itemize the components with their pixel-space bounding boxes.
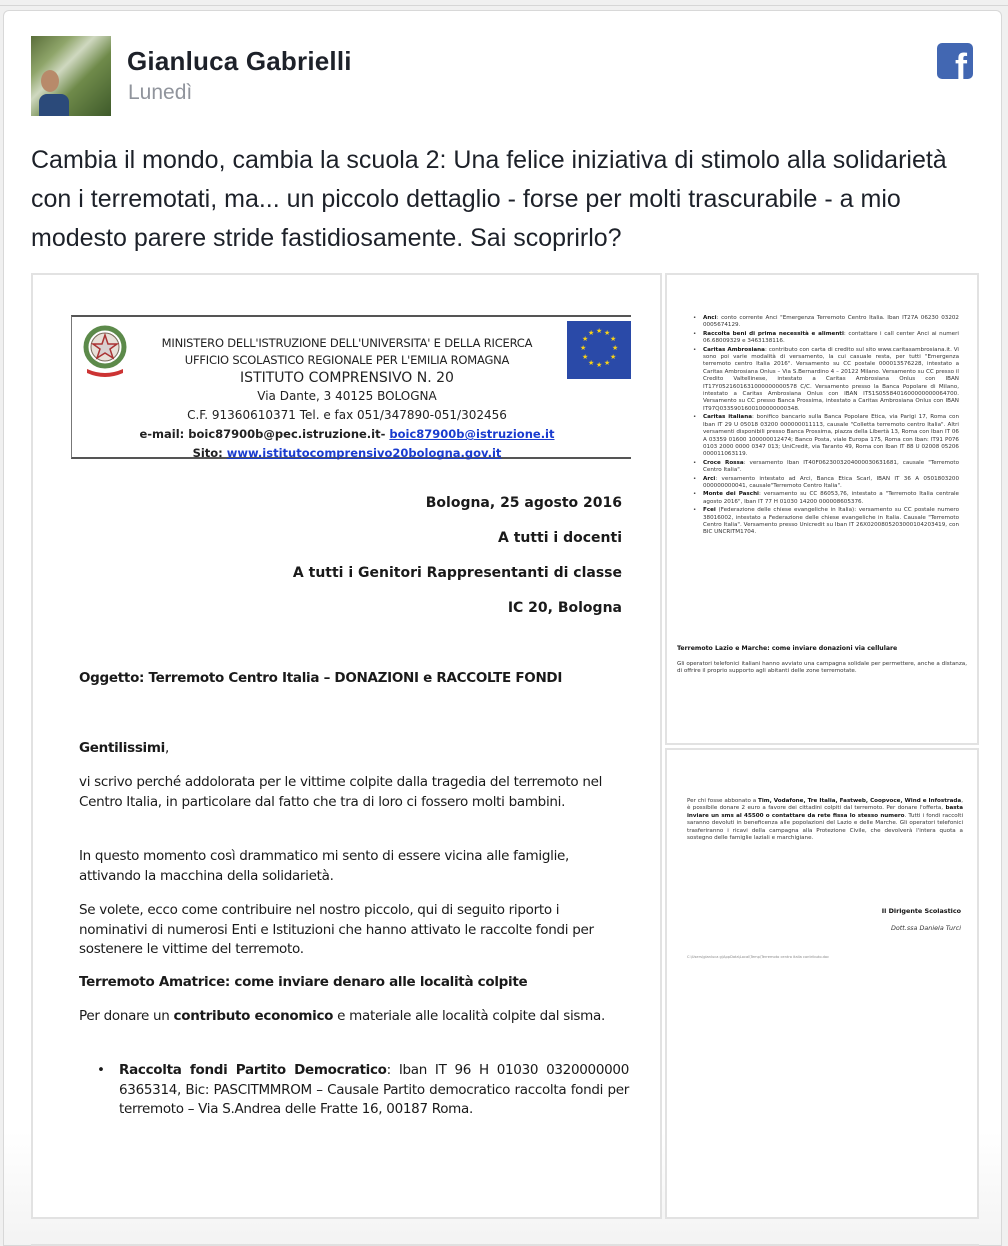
donation-item: • Raccolta beni di prima necessità e alimenti: contattare i call center Anci ai numeri 06.68009329 e 3463138116. [693, 330, 959, 345]
letter-recipient-school: IC 20, Bologna [507, 600, 622, 616]
letterhead [71, 315, 631, 459]
post-card [3, 10, 1002, 1246]
signature-title: Il Dirigente Scolastico [881, 907, 961, 915]
letterhead-email [127, 425, 567, 444]
sms-donation-paragraph: Per chi fosse abbonato a Tim, Vodafone, Tre Italia, Fastweb, Coopvoce, Wind e Infostrada, è possibile donare 2 euro a favore dei cittadini colpiti dal terremoto. Per donare l'offerta, basta inviare un sms al 45500 o contattare da rete fissa lo stesso numero. Tutti i fondi raccolti saranno devoluti in beneficenza alle popolazioni del Lazio e delle Marche. Gli operatori telefonici trasferiranno i ricavi della campagna alla Protezione Civile, che devolverà l'intera quota a sostegno delle famiglie laziali e marchigiane. [687, 798, 963, 842]
facebook-icon[interactable] [937, 43, 973, 79]
para4-a: Per donare un [79, 1008, 174, 1024]
author-name[interactable]: Gianluca Gabrielli [127, 46, 352, 76]
greeting-bold: Gentilissimi [79, 740, 165, 756]
letter-recipient-parents: A tutti i Genitori Rappresentanti di classe [292, 565, 622, 581]
letter-greeting [79, 739, 629, 759]
letter-date: Bologna, 25 agosto 2016 [425, 495, 622, 511]
email-label: e-mail: boic87900b@pec.istruzione.it- [139, 427, 390, 441]
post-text: Cambia il mondo, cambia la scuola 2: Una felice iniziativa di stimolo alla solidarietà con i terremotati, ma... un piccolo dettaglio - forse per molti trascurabile - a mio modesto parere stride fastidiosamente. Sai scoprirlo? [31, 146, 947, 252]
photo-letter-page-1[interactable] [31, 273, 662, 1219]
facebook-glyph: f [955, 46, 967, 79]
bullet-text [119, 1061, 629, 1120]
donation-item: • Croce Rossa: versamento Iban IT40F0623003204000030631681, causale "Terremoto Centro Italia". [693, 459, 959, 474]
letterhead-phone: C.F. 91360610371 Tel. e fax 051/347890-051/302456 [187, 408, 507, 422]
greeting-comma: , [164, 740, 169, 756]
letter-paragraph-3: Se volete, ecco come contribuire nel nostro piccolo, qui di seguito riporto i nominativi di numerosi Enti e Istituzioni che hanno attivato le raccolte fondi per sostenere le vittime del terremoto. [79, 902, 594, 957]
letter-paragraph-1: vi scrivo perché addolorata per le vittime colpite dalla tragedia del terremoto nel Centro Italia, in particolare dal fatto che tra di loro ci fossero molti bambini. [79, 774, 603, 810]
donation-item: • Anci: conto corrente Anci "Emergenza Terremoto Centro Italia. Iban IT27A 06230 03202 0005674129. [693, 315, 959, 329]
letter-recipient-teachers: A tutti i docenti [498, 530, 622, 546]
para4-b: e materiale alle località colpite dal sisma. [333, 1008, 605, 1024]
letterhead-text [127, 335, 567, 463]
italian-emblem-icon [82, 323, 128, 379]
mobile-donations-paragraph: Gli operatori telefonici italiani hanno avviato una campagna solidale per permettere, anche a distanza, di offrire il proprio supporto agli abitanti delle zone terremotate. [677, 661, 967, 675]
donation-item: • Caritas Ambrosiana: contributo con carta di credito sul sito www.caritasambrosiana.it. Vi sono poi varie modalità di versamento, la cui casuale resta, per tutti "Emergenza terremoto centro Italia 2016". Versamento su CC postale 000013576228, intestato a Caritas Ambrosiana Onlus – Via S.Bernardino 4 – 20122 Milano. Versamento su CC presso il Credito Valtellinese, intestato a Caritas Ambrosiana Onlus con IBAN IT17Y0521601631000000000578 C/C. Versamento presso la Banca Popolare di Milano, intestato a Caritas Ambrosiana Onlus con IBAN IT51S0558401600000000064700. Versamento su CC presso Banca Prossima, intestato a Caritas Ambrosiana Onlus con IBAN IT97Q0335901600100000000348. [693, 346, 959, 412]
avatar-shirt [39, 94, 69, 116]
bullet-body: : Iban IT 96 H 01030 0320000000 6365314, Bic: PASCITMMROM – Causale Partito democratico raccolta fondi per terremoto – Via S.Andrea delle Fratte 16, 00187 Roma. [119, 1062, 629, 1117]
top-divider [0, 0, 1008, 6]
bullet-dot: • [97, 1062, 105, 1078]
bullet-bold: Raccolta fondi Partito Democratico [119, 1062, 387, 1078]
photo-letter-page-3[interactable] [665, 748, 979, 1219]
letter-subject: Oggetto: Terremoto Centro Italia – DONAZIONI e RACCOLTE FONDI [79, 670, 563, 686]
para4-bold: contributo economico [173, 1008, 334, 1024]
donation-item: • Fcei (Federazione delle chiese evangeliche in Italia): versamento su CC postale numero 38016002, intestato a Federazione delle chiese evangeliche in Italia. Causale "Terremoto Centro Italia". Versamento presso Unicredit su Iban IT 26X0200805203000104203419, con BIC UNCRITM1704. [693, 507, 959, 536]
document-file-path: C:\Users\gianluca g\AppData\Local\Temp\Terremoto centro italia contributo.doc [687, 955, 830, 959]
photo-letter-page-2[interactable] [665, 273, 979, 745]
avatar-face [41, 70, 59, 92]
donation-item: • Monte dei Paschi: versamento su CC 86053,76, intestato a "Terremoto Italia centrale agosto 2016", Iban IT 77 H 01030 14200 000008605376. [693, 491, 959, 505]
signature-name: Dott.ssa Daniela Turci [890, 924, 961, 932]
letterhead-institute: ISTITUTO COMPRENSIVO N. 20 [240, 370, 454, 386]
site-label: Sito: [192, 446, 227, 460]
letterhead-address: Via Dante, 3 40125 BOLOGNA [257, 389, 437, 403]
donation-item: • Arci: versamento intestato ad Arci, Banca Etica Scarl, IBAN IT 36 A 0501803200 000000000041, causale"Terremoto Centro Italia". [693, 475, 959, 489]
eu-flag-icon: ★ ★ ★ ★ ★ ★ ★ ★ ★ ★ ★ ★ [567, 321, 631, 379]
letterhead-ministry: MINISTERO DELL'ISTRUZIONE DELL'UNIVERSITA' E DELLA RICERCA [161, 336, 533, 350]
letter-paragraph-2: In questo momento così drammatico mi sento di essere vicina alle famiglie, attivando la macchina della solidarietà. [79, 848, 570, 884]
mobile-donations-heading: Terremoto Lazio e Marche: come inviare donazioni via cellulare [677, 645, 898, 652]
email-link: boic87900b@istruzione.it [389, 427, 555, 441]
letter-paragraph-4 [79, 1007, 629, 1027]
donation-item: • Caritas italiana: bonifico bancario sulla Banca Popolare Etica, via Parigi 17, Roma con Iban IT 29 U 05018 03200 000000011113, causale "Colletta terremoto centro Italia". Altri versamenti disponibili presso Banca Prossima, piazza della Libertà 13, Roma con Iban IT 06 A 03359 01600 100000012474; Banco Posta, viale Europa 175, Roma con Iban: IT91 P076 0103 2000 0000 0347 013; UniCredit, via Taranto 49, Roma con Iban IT 88 U 02008 05206 000011063119. [693, 414, 959, 458]
post-timestamp[interactable]: Lunedì [128, 81, 193, 104]
letterhead-office: UFFICIO SCOLASTICO REGIONALE PER L'EMILIA ROMAGNA [184, 353, 510, 367]
letter-section-heading: Terremoto Amatrice: come inviare denaro alle località colpite [79, 974, 528, 990]
letterhead-site [127, 444, 567, 463]
site-link: www.istitutocomprensivo20bologna.gov.it [226, 446, 502, 460]
avatar[interactable] [31, 36, 111, 116]
letter-bullet-pd [95, 1061, 629, 1120]
donation-list [693, 315, 959, 538]
